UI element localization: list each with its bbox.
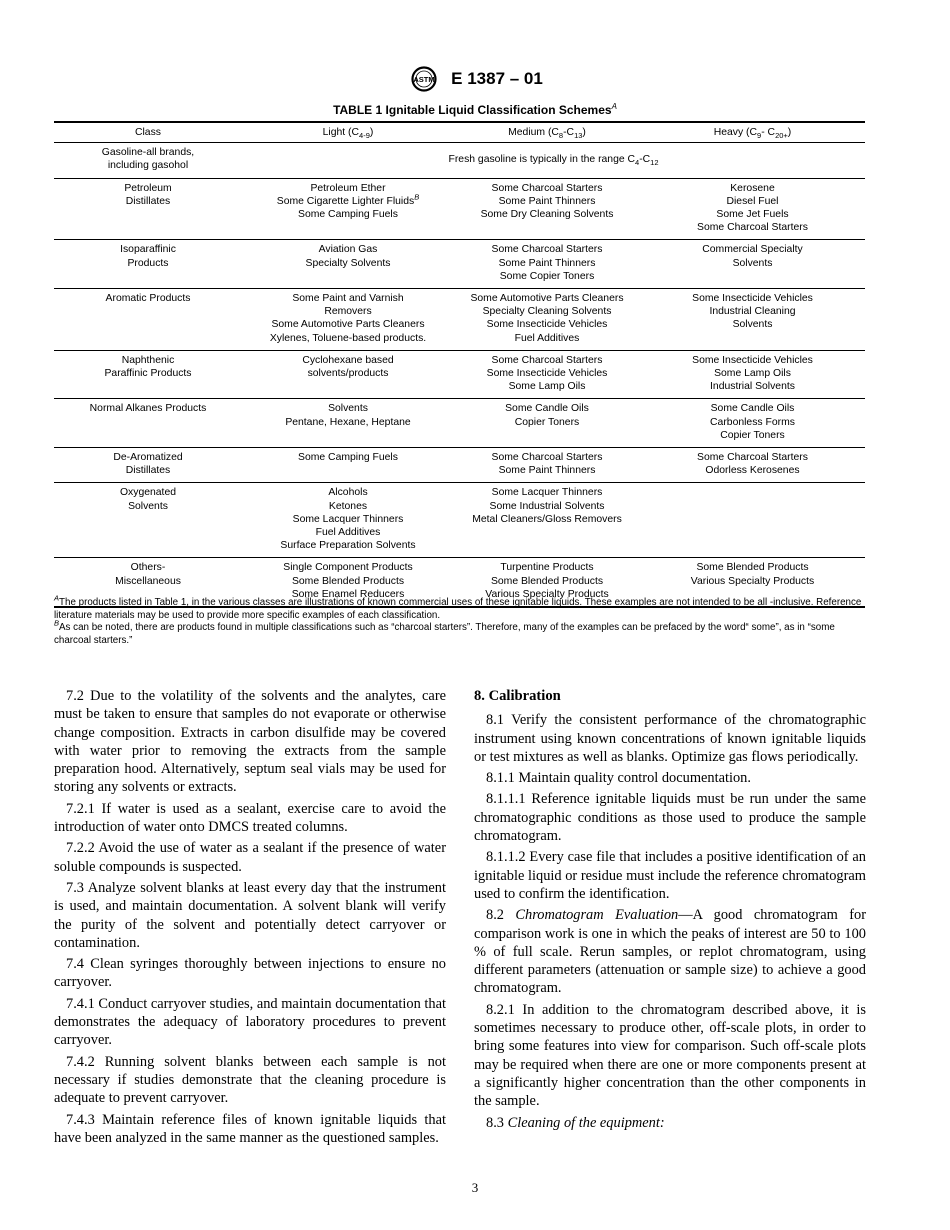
cell-line: Some Cigarette Lighter Fluids$^B$ xyxy=(276,192,420,207)
cell-line: Industrial Cleaning xyxy=(709,306,796,318)
cell-line: Solvents xyxy=(732,257,773,269)
cell-medium xyxy=(454,483,640,558)
cell-line: Metal Cleaners/Gloss Removers xyxy=(472,513,622,525)
footnote-marker: B xyxy=(414,192,420,202)
cell-line: Some Camping Fuels xyxy=(298,209,398,221)
paragraph: 8.1.1.2 Every case file that includes a positive identification of an ignitable liquid or residue must include the reference chromatogram used to confirm the identification. xyxy=(474,849,866,902)
header-class: Class xyxy=(54,122,242,143)
classification-table xyxy=(54,121,865,608)
cell-line: Solvents xyxy=(328,403,368,415)
cell-class xyxy=(54,178,242,240)
header-heavy: Heavy ($C_9-$ $C_{20+}$) xyxy=(640,122,865,143)
page-number: 3 xyxy=(471,1180,479,1195)
cell-line: Some Charcoal Starters xyxy=(491,354,603,366)
cell-heavy xyxy=(640,399,865,448)
cell-light xyxy=(242,448,454,483)
table-row xyxy=(54,178,865,240)
cell-line: Specialty Solvents xyxy=(305,257,391,269)
table-row xyxy=(54,448,865,483)
cell-line: Some Insecticide Vehicles xyxy=(486,319,608,331)
cell-line: Some Blended Products xyxy=(291,575,405,587)
paragraph: 7.4.3 Maintain reference files of known ignitable liquids that have been analyzed in the same manner as the questioned samples. xyxy=(54,1111,446,1146)
cell-medium xyxy=(454,350,640,399)
paragraph: 8.1.1.1 Reference ignitable liquids must be run under the same chromatographic conditions as those used to produce the sample chromatogram. xyxy=(474,791,866,845)
cell-heavy xyxy=(640,289,865,351)
cell-line: Some Candle Oils xyxy=(710,403,795,415)
footnote-b: $^B$As can be noted, there are products found in multiple classifications such as “charcoal starters”. Therefore, many of the examples can be prefaced by the word“ some”, as in “some charcoal starters.” xyxy=(54,618,835,646)
cell-line: Carbonless Forms xyxy=(710,416,795,428)
cell-line: Petroleum Ether xyxy=(310,182,386,194)
cell-line: Cyclohexane based xyxy=(302,354,394,366)
cell-line: De-Aromatized xyxy=(113,452,183,464)
cell-line: Xylenes, Toluene-based products. xyxy=(269,332,427,344)
cell-line: Some Insecticide Vehicles xyxy=(692,293,813,305)
cell-heavy xyxy=(640,448,865,483)
cell-class xyxy=(54,350,242,399)
cell-heavy xyxy=(640,178,865,240)
cell-light xyxy=(242,483,454,558)
cell-light xyxy=(242,240,454,289)
cell-line: Some Lamp Oils xyxy=(714,368,791,380)
cell-heavy xyxy=(640,350,865,399)
cell-light xyxy=(242,350,454,399)
table-row xyxy=(54,483,865,558)
cell-line: Various Specialty Products xyxy=(485,588,609,600)
section-heading: 8. Calibration xyxy=(474,688,561,704)
cell-line: Single Component Products xyxy=(283,562,413,574)
astm-logo xyxy=(407,66,441,92)
paragraph: 8.2 Chromatogram Evaluation—A good chromatogram for comparison work is one in which the peaks of interest are 50 to 100 % of full scale. Rerun samples, or replot chromatogram, using different parameters (attenuation or sample size) to achieve a good chromatogram. xyxy=(474,907,866,997)
cell-line: Some Paint Thinners xyxy=(498,257,596,269)
table-row-gasoline xyxy=(54,143,865,178)
cell-line: Surface Preparation Solvents xyxy=(280,540,416,552)
cell-line: Kerosene xyxy=(730,182,775,194)
cell-line: Some Charcoal Starters xyxy=(491,182,603,194)
cell-line: Some Paint Thinners xyxy=(498,465,596,477)
paragraph: 7.4.2 Running solvent blanks between each sample is not necessary if studies demonstrate that the cleaning procedure is adequate to prevent carryover. xyxy=(54,1053,446,1107)
cell-line: Distillates xyxy=(125,465,171,477)
cell-gasoline-range: Fresh gasoline is typically in the range $C_4-C_{12}$ xyxy=(242,143,865,178)
cell-line: Some Enamel Reducers xyxy=(291,588,405,600)
cell-line: Some Charcoal Starters xyxy=(697,222,808,234)
cell-class: Gasoline-all brands, including gasohol xyxy=(54,143,242,178)
cell-medium xyxy=(454,178,640,240)
cell-line: Others- xyxy=(130,562,166,574)
cell-line: Some Automotive Parts Cleaners xyxy=(271,319,425,331)
cell-line: Some Blended Products xyxy=(696,562,809,574)
cell-class xyxy=(54,399,242,448)
cell-line: solvents/products xyxy=(307,368,389,380)
cell-line: Fuel Additives xyxy=(315,527,381,539)
cell-class xyxy=(54,448,242,483)
cell-line: Products xyxy=(127,257,169,269)
cell-line: Some Lacquer Thinners xyxy=(491,487,603,499)
cell-medium xyxy=(454,399,640,448)
table-row xyxy=(54,240,865,289)
cell-line: Turpentine Products xyxy=(500,562,594,574)
cell-line: Some Paint and Varnish xyxy=(292,293,404,305)
cell-line: Specialty Cleaning Solvents xyxy=(482,306,612,318)
document-id: E 1387 – 01 xyxy=(451,69,543,88)
cell-line: Paraffinic Products xyxy=(104,368,192,380)
cell-line: Pentane, Hexane, Heptane xyxy=(285,416,411,428)
right-column xyxy=(474,687,866,1135)
cell-class xyxy=(54,240,242,289)
cell-line: Solvents xyxy=(128,500,168,512)
left-column xyxy=(54,687,446,1150)
cell-line: Diesel Fuel xyxy=(726,195,779,207)
cell-line: Commercial Specialty xyxy=(702,244,803,256)
cell-line: Aviation Gas xyxy=(318,244,378,256)
paragraph: 7.3 Analyze solvent blanks at least every day that the instrument is used, and maintain documentation. A solvent blank will verify the purity of the solvent and potentially detect carryover or contamination. xyxy=(54,879,446,951)
paragraph: 7.2.2 Avoid the use of water as a sealant if the presence of water soluble compounds is suspected. xyxy=(54,840,446,875)
table-row xyxy=(54,399,865,448)
paragraph: 7.4.1 Conduct carryover studies, and maintain documentation that demonstrates the adequacy of laboratory procedures to prevent carryover. xyxy=(54,995,446,1049)
cell-medium xyxy=(454,448,640,483)
logo-text: ASTM xyxy=(413,75,435,84)
cell-line: Isoparaffinic xyxy=(120,244,176,256)
table-title xyxy=(0,103,950,117)
cell-line: Some Charcoal Starters xyxy=(697,452,808,464)
paragraph: 8.3 Cleaning of the equipment: xyxy=(486,1114,665,1131)
cell-light xyxy=(242,289,454,351)
header-light: Light $(C_{4-9})$ xyxy=(242,122,454,143)
page-header xyxy=(0,66,950,92)
table-row xyxy=(54,350,865,399)
cell-line: Various Specialty Products xyxy=(690,575,815,587)
paragraph: 8.2.1 In addition to the chromatogram described above, it is sometimes necessary to produce other, off-scale plots, in order to bring some features into view for comparison. Such off-scale plots may be required when there are one or more components present at a significantly higher concentration than the other components in the sample. xyxy=(474,1001,866,1110)
table-row xyxy=(54,289,865,351)
cell-line: Oxygenated xyxy=(119,487,177,499)
cell-line: Aromatic Products xyxy=(105,293,191,305)
table-title-text: TABLE 1 Ignitable Liquid Classification Schemes xyxy=(333,103,612,117)
cell-line: Some Charcoal Starters xyxy=(491,244,603,256)
cell-line: Some Insecticide Vehicles xyxy=(486,368,608,380)
cell-medium xyxy=(454,289,640,351)
cell-line: Some Insecticide Vehicles xyxy=(692,354,813,366)
cell-line: Some Lamp Oils xyxy=(508,381,586,393)
cell-line: Some Camping Fuels xyxy=(298,452,398,464)
cell-line: Removers xyxy=(324,306,372,318)
cell-line: Copier Toners xyxy=(720,429,785,441)
header-medium: Medium $(C_8-C_{13})$ xyxy=(454,122,640,143)
cell-line: Some Lacquer Thinners xyxy=(292,513,404,525)
cell-line: Some Candle Oils xyxy=(505,403,589,415)
cell-line: Petroleum xyxy=(124,182,172,194)
cell-line: Some Industrial Solvents xyxy=(489,500,605,512)
cell-line: Some Copier Toners xyxy=(499,270,595,282)
table-header-row xyxy=(54,122,865,143)
cell-light xyxy=(242,399,454,448)
paragraph: 7.2 Due to the volatility of the solvents and the analytes, care must be taken to ensure that samples do not evaporate or otherwise change composition. Extracts in carbon disulfide may be covered with water prior to removing the extracts from the sample preparation hood. Alternatively, septum seal vials may be used for storing any solvents or extracts. xyxy=(54,688,446,796)
paragraph: 7.2.1 If water is used as a sealant, exercise care to avoid the introduction of water onto DMCS treated columns. xyxy=(54,800,446,836)
cell-class xyxy=(54,289,242,351)
cell-heavy xyxy=(640,483,865,558)
cell-class xyxy=(54,483,242,558)
cell-line: Some Paint Thinners xyxy=(498,195,596,207)
cell-line: Some Jet Fuels xyxy=(716,209,789,221)
cell-line: Industrial Solvents xyxy=(710,381,795,393)
paragraph: 7.4 Clean syringes thoroughly between injections to ensure no carryover. xyxy=(54,956,446,991)
cell-line: Ketones xyxy=(328,500,368,512)
table-title-note: A xyxy=(611,102,617,111)
cell-line: Naphthenic xyxy=(121,354,175,366)
cell-line: Some Dry Cleaning Solvents xyxy=(480,209,614,221)
cell-line: Normal Alkanes Products xyxy=(89,403,207,415)
paragraph: 8.1.1 Maintain quality control documentation. xyxy=(486,770,751,787)
cell-line: Alcohols xyxy=(328,487,368,499)
cell-line: Some Blended Products xyxy=(490,575,604,587)
cell-line: Copier Toners xyxy=(514,416,580,428)
cell-line: Some Automotive Parts Cleaners xyxy=(470,293,624,305)
cell-line: Some Charcoal Starters xyxy=(491,452,603,464)
cell-line: Odorless Kerosenes xyxy=(705,465,800,477)
paragraph: 8.1 Verify the consistent performance of the chromatographic instrument using known concentrations of known ignitable liquids or test mixtures as well as blanks. Optimize gas flows periodically. xyxy=(474,712,866,765)
cell-line: Solvents xyxy=(732,319,773,331)
cell-line: Miscellaneous xyxy=(115,575,181,587)
cell-line: Fuel Additives xyxy=(514,332,580,344)
cell-heavy xyxy=(640,240,865,289)
footnote-a: $^A$The products listed in Table 1, in the various classes are illustrations of known commercial uses of these ignitable liquids. These examples are not intended to be all -inclusive. Reference literature materials may be used to provide more specific examples of each classification. xyxy=(54,593,862,621)
cell-light xyxy=(242,178,454,240)
cell-line: Distillates xyxy=(125,195,171,207)
cell-medium xyxy=(454,240,640,289)
